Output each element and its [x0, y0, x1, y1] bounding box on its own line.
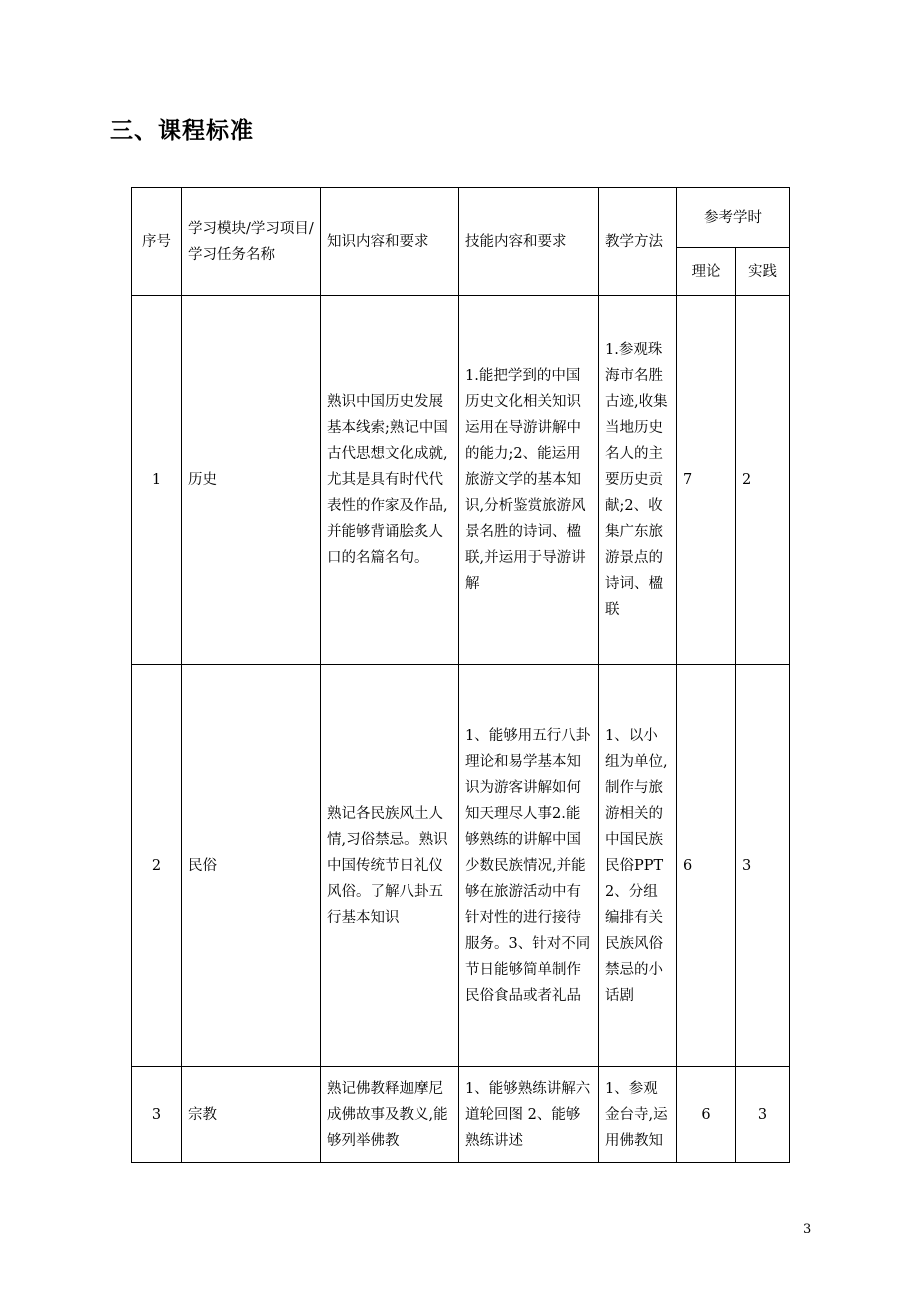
header-row [132, 188, 790, 248]
row-theory: 6 [677, 1067, 736, 1163]
row-seq: 2 [132, 665, 182, 1067]
page-title: 三、课程标准 [110, 118, 254, 144]
row-skill: 1、能够用五行八卦理论和易学基本知识为游客讲解如何知天理尽人事2.能够熟练的讲解中国少数民族情况,并能够在旅游活动中有针对性的进行接待服务。3、针对不同节日能够简单制作民俗食品或者礼品 [459, 665, 599, 1067]
row-module: 历史 [182, 296, 321, 665]
header-practice: 实践 [736, 248, 790, 296]
page-number: 3 [803, 1222, 812, 1237]
row-knowledge: 熟记佛教释迦摩尼成佛故事及教义,能够列举佛教 [321, 1067, 459, 1163]
row-knowledge: 熟记各民族风土人情,习俗禁忌。熟识中国传统节日礼仪风俗。了解八卦五行基本知识 [321, 665, 459, 1067]
header-skill: 技能内容和要求 [459, 188, 599, 296]
header-seq: 序号 [132, 188, 182, 296]
row-module: 宗教 [182, 1067, 321, 1163]
header-knowledge: 知识内容和要求 [321, 188, 459, 296]
row-practice: 3 [736, 665, 790, 1067]
row-seq: 3 [132, 1067, 182, 1163]
row-seq: 1 [132, 296, 182, 665]
table-row [132, 665, 790, 1067]
row-skill: 1.能把学到的中国历史文化相关知识运用在导游讲解中的能力;2、能运用旅游文学的基本知识,分析鉴赏旅游风景名胜的诗词、楹联,并运用于导游讲解 [459, 296, 599, 665]
header-method: 教学方法 [599, 188, 677, 296]
row-skill: 1、能够熟练讲解六道轮回图 2、能够熟练讲述 [459, 1067, 599, 1163]
row-method: 1.参观珠海市名胜古迹,收集当地历史名人的主要历史贡献;2、收集广东旅游景点的诗词、楹联 [599, 296, 677, 665]
course-standard-table [131, 187, 790, 1163]
row-theory: 7 [677, 296, 736, 665]
header-module: 学习模块/学习项目/学习任务名称 [182, 188, 321, 296]
header-hours: 参考学时 [677, 188, 790, 248]
row-method: 1、以小组为单位,制作与旅游相关的中国民族民俗PPT 2、分组编排有关民族风俗禁忌的小话剧 [599, 665, 677, 1067]
row-practice: 2 [736, 296, 790, 665]
row-knowledge: 熟识中国历史发展基本线索;熟记中国古代思想文化成就,尤其是具有时代代表性的作家及作品,并能够背诵脍炙人口的名篇名句。 [321, 296, 459, 665]
table-row [132, 296, 790, 665]
row-theory: 6 [677, 665, 736, 1067]
table-row [132, 1067, 790, 1163]
row-module: 民俗 [182, 665, 321, 1067]
header-theory: 理论 [677, 248, 736, 296]
row-method: 1、参观金台寺,运用佛教知 [599, 1067, 677, 1163]
row-practice: 3 [736, 1067, 790, 1163]
